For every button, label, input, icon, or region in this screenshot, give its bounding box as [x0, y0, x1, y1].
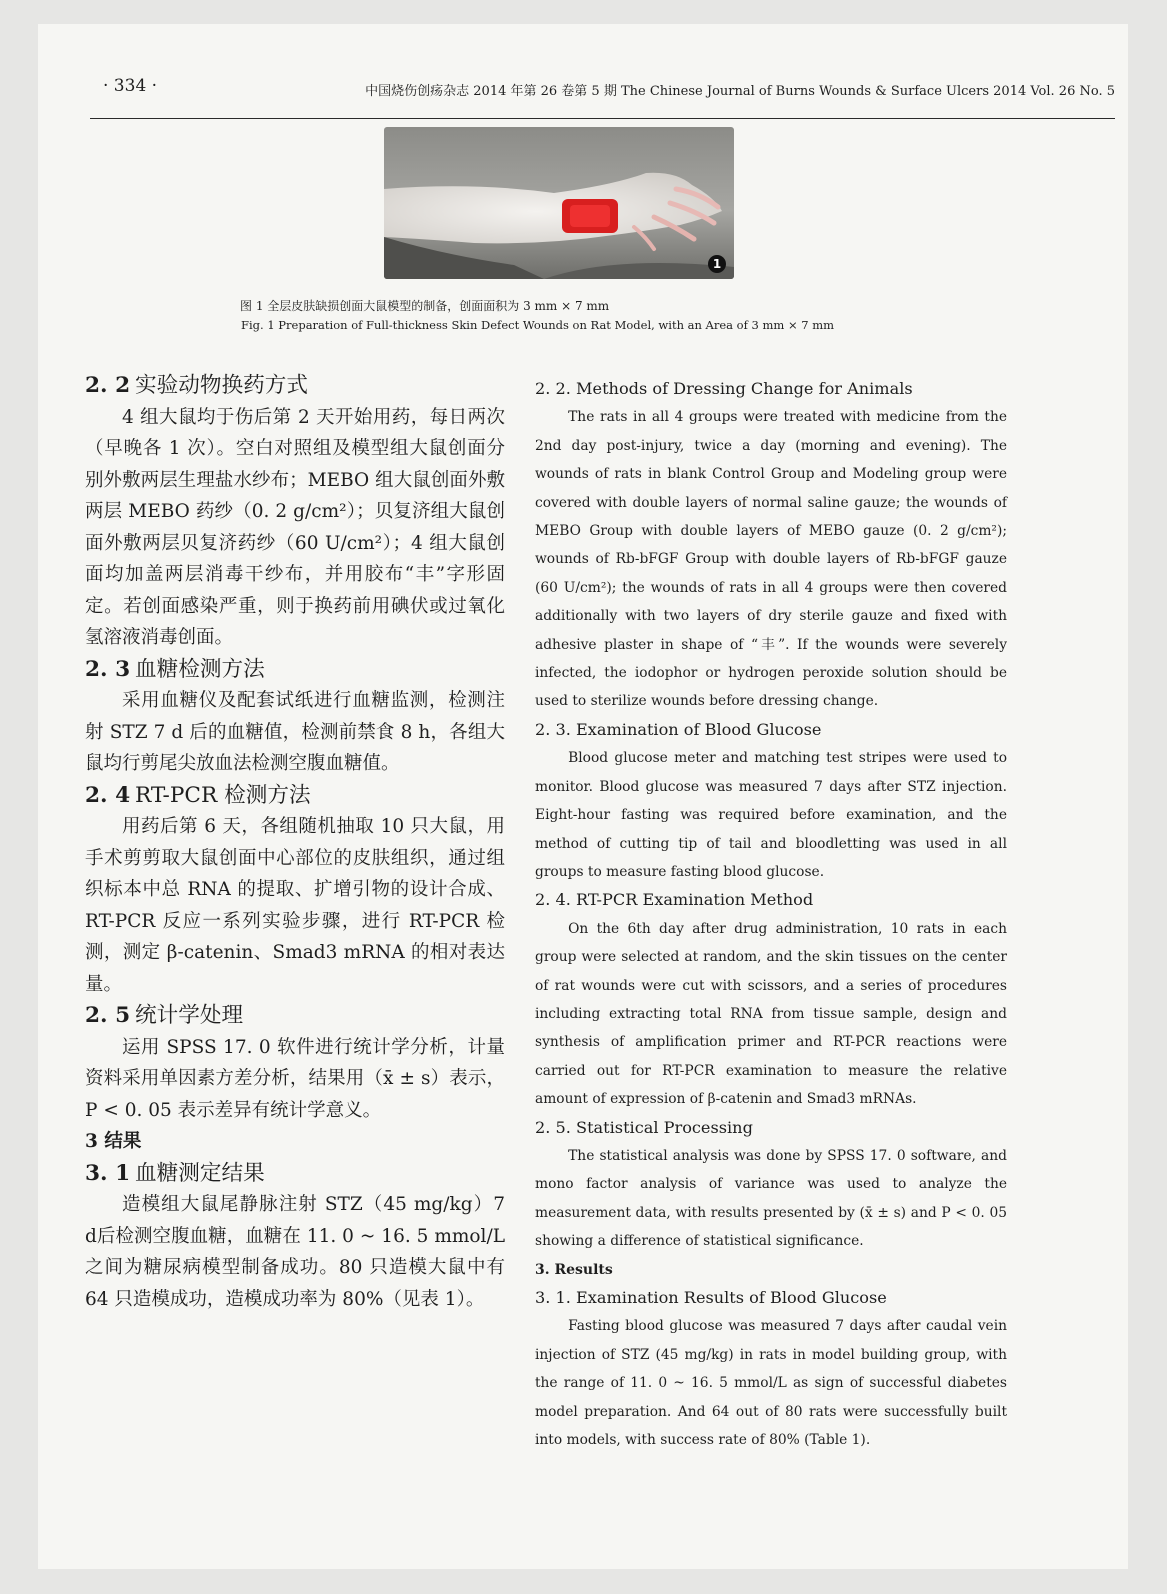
running-head: 中国烧伤创疡杂志 2014 年第 26 卷第 5 期 The Chinese Journal of Burns Wounds & Surface Ulcers 2014 Vol. 26 No. 5 [365, 84, 1115, 99]
section-2-2-heading-en: 2. 2. Methods of Dressing Change for Animals [535, 379, 913, 398]
section-number: 2. 3 [85, 656, 131, 682]
section-3-1-heading-cn [85, 1158, 505, 1190]
section-number: 2. 4 [85, 782, 131, 808]
section-2-2-heading-cn [85, 370, 505, 402]
page-number: · 334 · [103, 76, 158, 96]
section-2-4-heading-cn [85, 780, 505, 812]
figure-1-photo [384, 127, 734, 279]
section-2-3-heading-en: 2. 3. Examination of Blood Glucose [535, 719, 822, 739]
section-2-5-text-en: The statistical analysis was done by SPSS 17. 0 software, and mono factor analysis of variance was used to analyze the measurement data, with results presented by (x̄ ± s) and P < 0. 05 showing a difference of statistical significance. [535, 1147, 1007, 1250]
section-number: 2. 2 [85, 373, 131, 398]
section-title: 血糖检测方法 [135, 656, 265, 682]
section-number: 3. 1 [85, 1160, 131, 1186]
section-number: 2. 5 [85, 1003, 131, 1028]
section-2-2-text-en: The rats in all 4 groups were treated with medicine from the 2nd day post-injury, twice a day (morning and evening). The wounds of rats in blank Control Group and Modeling group were covered with double layers of normal saline gauze; the wounds of MEBO Group with double layers of MEBO gauze (0. 2 g/cm²); wounds of Rb-bFGF Group with double layers of Rb-bFGF gauze (60 U/cm²); the wounds of rats in all 4 groups were then covered additionally with two layers of dry sterile gauze and fixed with adhesive plaster in shape of “丰”. If the wounds were severely infected, the iodophor or hydrogen peroxide solution should be used to sterilize wounds before dressing change. [535, 409, 1007, 710]
section-title: 统计学处理 [135, 1003, 244, 1028]
page-header [90, 76, 1115, 119]
section-2-3-text-cn: 采用血糖仪及配套试纸进行血糖监测，检测注射 STZ 7 d 后的血糖值，检测前禁食 8 h，各组大鼠均行剪尾尖放血法检测空腹血糖值。 [85, 690, 505, 774]
section-3-1-text-cn: 造模组大鼠尾静脉注射 STZ（45 mg/kg）7 d后检测空腹血糖，血糖在 11. 0 ~ 16. 5 mmol/L 之间为糖尿病模型制备成功。80 只造模大鼠中有 64 只造模成功，造模成功率为 80%（见表 1）。 [85, 1194, 505, 1310]
section-title: 血糖测定结果 [135, 1160, 265, 1186]
section-2-3-text-en: Blood glucose meter and matching test stripes were used to monitor. Blood glucose was measured 7 days after STZ injection. Eight-hour fasting was required before examination, and the method of cutting tip of tail and bloodletting was used in all groups to measure fasting blood glucose. [535, 750, 1007, 880]
rat-wound-photo [384, 127, 734, 279]
section-2-4-heading-en: 2. 4. RT-PCR Examination Method [535, 890, 814, 910]
section-3-heading-en: 3. Results [535, 1261, 613, 1278]
section-title: 实验动物换药方式 [135, 373, 309, 398]
section-2-4-text-en: On the 6th day after drug administration, 10 rats in each group were selected at random, and the skin tissues on the center of rat wounds were cut with scissors, and a series of procedures including extracting total RNA from tissue sample, design and synthesis of amplification primer and RT-PCR reactions were carried out for RT-PCR examination to measure the relative amount of expression of β-catenin and Smad3 mRNAs. [535, 920, 1007, 1108]
figure-number-badge: 1 [708, 255, 726, 273]
section-2-5-heading-cn [85, 1000, 505, 1032]
section-2-4-text-cn: 用药后第 6 天，各组随机抽取 10 只大鼠，用手术剪剪取大鼠创面中心部位的皮肤组织，通过组织标本中总 RNA 的提取、扩增引物的设计合成、RT-PCR 反应一系列实验步骤，进行 RT-PCR 检测，测定 β-catenin、Smad3 mRNA 的相对表达量。 [85, 816, 505, 995]
figure-caption-chinese: 图 1 全层皮肤缺损创面大鼠模型的制备，创面面积为 3 mm × 7 mm [240, 299, 610, 313]
chinese-column [85, 370, 505, 1315]
english-column [535, 375, 1007, 1454]
section-3-1-heading-en: 3. 1. Examination Results of Blood Glucose [535, 1288, 887, 1307]
section-2-3-heading-cn [85, 654, 505, 686]
section-2-2-text-cn: 4 组大鼠均于伤后第 2 天开始用药，每日两次（早晚各 1 次）。空白对照组及模型组大鼠创面分别外敷两层生理盐水纱布；MEBO 组大鼠创面外敷两层 MEBO 药纱（0. 2 g/cm²）；贝复济组大鼠创面外敷两层贝复济药纱（60 U/cm²）；4 组大鼠创面均加盖两层消毒干纱布，并用胶布“丰”字形固定。若创面感染严重，则于换药前用碘伏或过氧化氢溶液消毒创面。 [85, 406, 505, 648]
figure-caption-english: Fig. 1 Preparation of Full-thickness Skin Defect Wounds on Rat Model, with an Area of 3 mm × 7 mm [241, 318, 835, 332]
section-3-heading-cn: 3 结果 [85, 1131, 142, 1152]
section-title: RT-PCR 检测方法 [135, 782, 311, 808]
section-3-1-text-en: Fasting blood glucose was measured 7 days after caudal vein injection of STZ (45 mg/kg) in rats in model building group, with the range of 11. 0 ~ 16. 5 mmol/L as sign of successful diabetes model preparation. And 64 out of 80 rats were successfully built into models, with success rate of 80% (Table 1). [535, 1318, 1007, 1449]
section-2-5-heading-en: 2. 5. Statistical Processing [535, 1117, 753, 1137]
section-2-5-text-cn: 运用 SPSS 17. 0 软件进行统计学分析，计量资料采用单因素方差分析，结果用（x̄ ± s）表示，P < 0. 05 表示差异有统计学意义。 [85, 1036, 505, 1121]
